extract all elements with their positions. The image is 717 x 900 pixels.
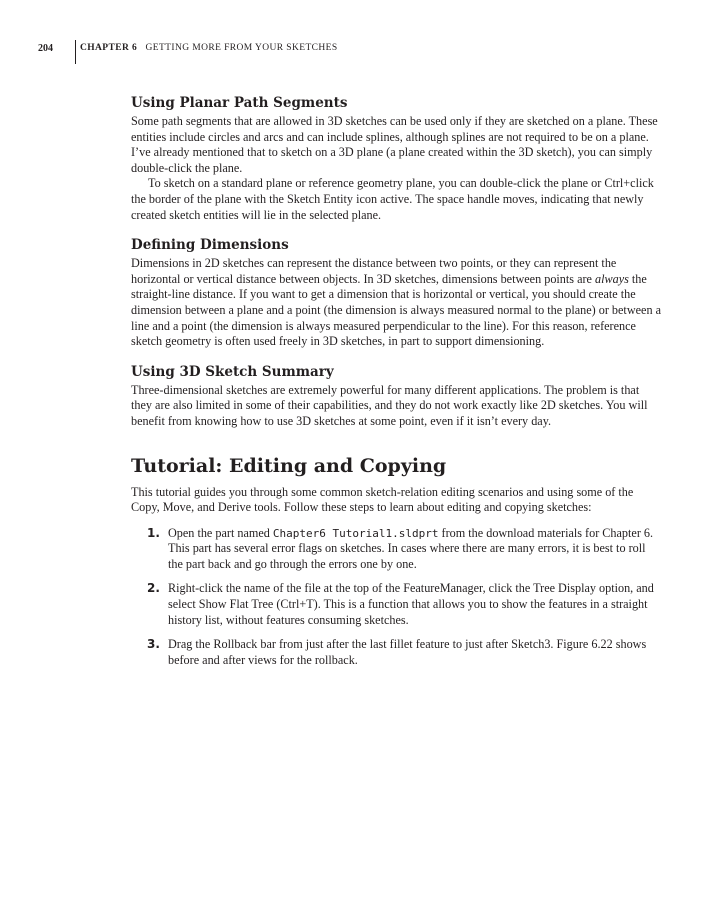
- chapter-label: CHAPTER 6: [80, 43, 138, 53]
- list-item: [131, 526, 661, 573]
- text-run: Dimensions in 2D sketches can represent the distance between two points, or they can represent the horizontal or vertical distance between objects. In 3D sketches, dimensions between points are: [131, 256, 617, 286]
- page-number: 204: [38, 43, 53, 54]
- text-run: Open the part named: [168, 525, 273, 540]
- chapter-heading: [80, 43, 338, 53]
- filename-code: Chapter6 Tutorial1.sldprt: [272, 526, 439, 540]
- section-3d-sketch-summary: [131, 363, 661, 430]
- chapter-title: GETTING MORE FROM YOUR SKETCHES: [145, 43, 338, 53]
- step-text: Drag the Rollback bar from just after the last fillet feature to just after Sketch3. Figure 6.22 shows before and after views for the rollback.: [168, 637, 647, 667]
- page-body: [131, 94, 661, 677]
- section-planar-path-segments: [131, 94, 661, 223]
- paragraph: This tutorial guides you through some common sketch-relation editing scenarios and using some of the Copy, Move, and Derive tools. Follow these steps to learn about editing and copying sketches:: [131, 484, 634, 515]
- step-text: Right-click the name of the file at the top of the FeatureManager, click the Tree Display option, and select Show Flat Tree (Ctrl+T). This is a function that allows you to show the features in a straight history list, without features consuming sketches.: [168, 581, 654, 627]
- section-heading: Defining Dimensions: [131, 237, 289, 254]
- section-tutorial: [131, 453, 661, 669]
- paragraph: [131, 256, 661, 350]
- tutorial-heading: Tutorial: Editing and Copying: [131, 454, 447, 477]
- running-header: [0, 40, 717, 66]
- paragraph: Some path segments that are allowed in 3D sketches can be used only if they are sketched on a plane. These entities include circles and arcs and can include splines, although splines are not required to be on a plane. I’ve already mentioned that to sketch on a 3D plane (a plane created within the 3D sketch), you can simply double-click the plane.: [131, 114, 658, 175]
- emphasis: always: [595, 271, 629, 286]
- header-divider: [75, 40, 76, 64]
- section-heading: Using Planar Path Segments: [131, 95, 348, 111]
- steps-list: [131, 526, 661, 669]
- list-item: [131, 637, 661, 668]
- paragraph: To sketch on a standard plane or reference geometry plane, you can double-click the plane or Ctrl+click the border of the plane with the Sketch Entity icon active. The space handle moves, indicating that newly created sketch entities will lie in the selected plane.: [131, 176, 654, 222]
- step-number: 2.: [147, 581, 160, 596]
- paragraph: Three-dimensional sketches are extremely powerful for many different applications. The problem is that they are also limited in some of their capabilities, and they do not work exactly like 2D sketches. You will benefit from knowing how to use 3D sketches at some point, even if it isn’t every day.: [131, 382, 648, 428]
- step-number: 1.: [147, 525, 160, 540]
- text-run: from the download materials for Chapter 6. This part has several error flags on sketches. In cases where there are many errors, it is best to roll the part back and go through the errors one by one.: [168, 525, 654, 571]
- section-heading: Using 3D Sketch Summary: [131, 363, 334, 380]
- list-item: [131, 581, 661, 628]
- step-number: 3.: [147, 637, 160, 652]
- text-run: the straight-line distance. If you want to get a dimension that is horizontal or vertical, you should create the dimension between a plane and a point (the dimension is always measured normal to the plane) or between a line and a point (the dimension is always measured perpendicular to the line). For this reason, reference sketch geometry is often used freely in 3D sketches, in part to support dimensioning.: [131, 271, 661, 349]
- section-defining-dimensions: [131, 236, 661, 350]
